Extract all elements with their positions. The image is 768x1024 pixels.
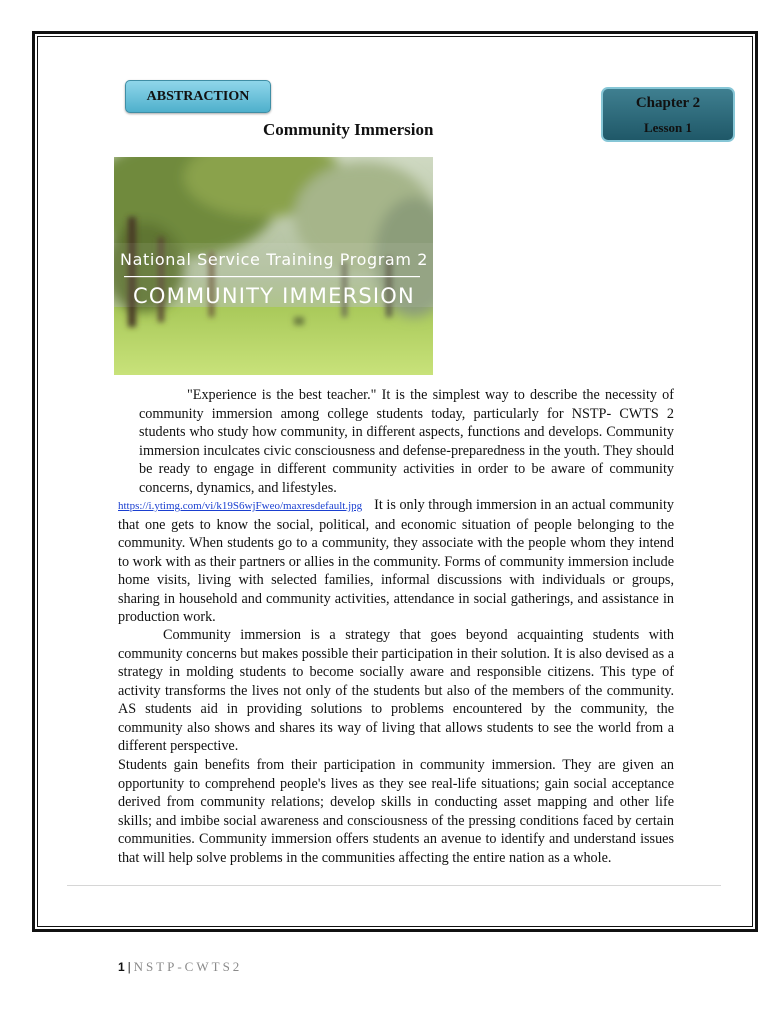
paragraph-3: Community immersion is a strategy that goes beyond acquainting students with community concerns but makes possible their participation in their solution. It is also devised as a strategy in molding students to become socially aware and responsible citizens. This type of activity transforms the lives not only of the students but also of the members of the community. AS students aid in providing solutions to problems encountered by the community, the community also shows and shares its way of living that allows students to see the world from a different perspective.: [118, 627, 674, 754]
page-number: 1: [118, 960, 125, 974]
cover-image: [114, 157, 433, 375]
paragraph-4: Students gain benefits from their participation in community immersion. They are given an opportunity to comprehend people's lives as they see real-life situations; gain social acceptance derived from community relations; develop skills in conducting asset mapping and other life skills; and imbibe social awareness and consciousness of the pressing conditions faced by certain communities. Community immersion offers students an avenue to identify and understand issues that will help solve problems in the communities affecting the entire nation as a whole.: [118, 757, 674, 866]
chapter-label: Chapter 2: [635, 95, 701, 111]
paragraph-2: [118, 496, 674, 627]
footer-course: NSTP-CWTS2: [133, 959, 243, 974]
image-line-1: National Service Training Program 2: [120, 250, 428, 269]
content-divider: [67, 885, 721, 886]
chapter-badge: [601, 87, 735, 142]
lesson-label: Lesson 1: [643, 120, 693, 135]
abstraction-tag: ABSTRACTION: [125, 80, 271, 113]
footer-separator: |: [127, 959, 131, 974]
paragraph-1: "Experience is the best teacher." It is the simplest way to describe the necessity of community immersion among college students today, particularly for NSTP- CWTS 2 students who study how community, in different aspects, functions and develops. Community immersion inculcates civic consciousness and defense-preparedness in the youth. They should be ready to engage in different community activities in order to be aware of community concerns, dynamics, and lifestyles.: [139, 387, 674, 496]
image-source-link[interactable]: https://i.ytimg.com/vi/k19S6wjFweo/maxresdefault.jpg: [118, 500, 363, 512]
page-footer: [118, 959, 242, 975]
page-title: Community Immersion: [263, 120, 434, 139]
image-line-2: COMMUNITY IMMERSION: [133, 284, 415, 308]
paragraph-2-text: It is only through immersion in an actual community that one gets to know the social, political, and economic situation of people belonging to the community. When students go to a community, they associate with the people whom they intend to work with as their partners or allies in the community. Forms of community immersion include home visits, living with selected families, informal discussions with individuals or groups, sharing in household and community activities, attendance in social gatherings, and assistance in production work.: [118, 497, 674, 625]
image-divider: [124, 276, 420, 277]
